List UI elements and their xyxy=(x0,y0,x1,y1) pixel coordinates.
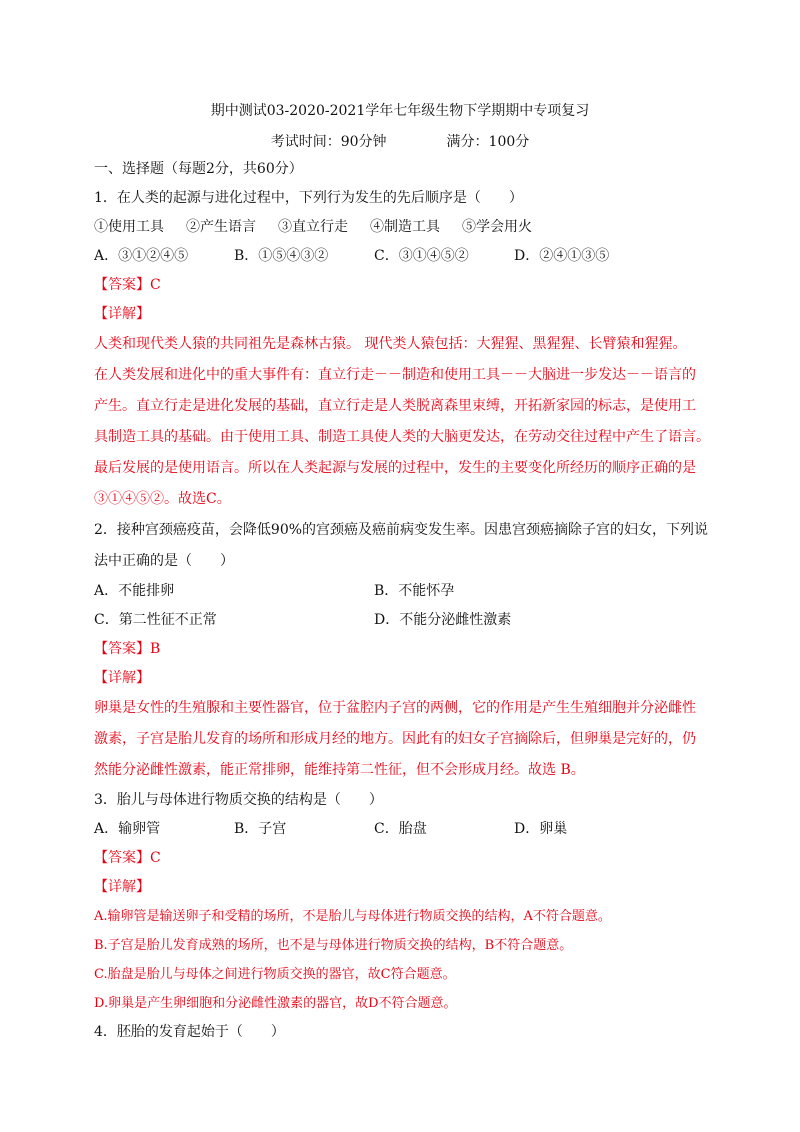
q2-option-c: C．第二性征不正常 xyxy=(94,612,217,628)
q1-items xyxy=(94,213,714,242)
q2-options-row xyxy=(94,606,714,635)
q2-stem-line: 2．接种宫颈癌疫苗，会降低90%的宫颈癌及癌前病变发生率。因患宫颈癌摘除子宫的妇女，下列说 xyxy=(94,522,709,538)
q1-option-a: A．③①②④⑤ xyxy=(94,248,189,264)
section-heading: 一、选择题（每题2分，共60分） xyxy=(94,161,303,177)
exam-meta xyxy=(0,131,800,151)
q1-detail-label: 【详解】 xyxy=(94,306,150,322)
q2-detail-label: 【详解】 xyxy=(94,670,150,686)
full-score: 满分：100分 xyxy=(446,134,530,150)
page-title: 期中测试03-2020-2021学年七年级生物下学期期中专项复习 xyxy=(210,103,590,119)
q1-options xyxy=(94,242,714,271)
q1-item: ①使用工具 xyxy=(94,219,164,235)
q3-detail-line: D.卵巢是产生卵细胞和分泌雌性激素的器官，故D不符合题意。 xyxy=(94,996,457,1011)
q3-detail-line: B.子宫是胎儿发育成熟的场所，也不是与母体进行物质交换的结构，B不符合题意。 xyxy=(94,938,573,953)
q1-option-c: C．③①④⑤② xyxy=(374,248,469,264)
q1-item: ②产生语言 xyxy=(186,219,256,235)
q1-detail-line: 具制造工具的基础。由于使用工具、制造工具使人类的大脑更发达，在劳动交往过程中产生了语言。 xyxy=(94,429,710,445)
exam-time: 考试时间：90分钟 xyxy=(270,134,387,150)
question-content xyxy=(94,155,714,1047)
q2-option-d: D．不能分泌雌性激素 xyxy=(374,612,512,628)
q4-stem: 4．胚胎的发育起始于（ ） xyxy=(94,1024,285,1040)
q3-options xyxy=(94,815,714,844)
q3-answer: 【答案】C xyxy=(94,850,161,866)
q1-option-d: D．②④①③⑤ xyxy=(514,248,610,264)
q2-options-row xyxy=(94,577,714,606)
q1-detail-line: 在人类发展和进化中的重大事件有：直立行走－－制造和使用工具－－大脑进一步发达－－语言的 xyxy=(94,367,696,383)
q1-detail-line: ③①④⑤②。故选C。 xyxy=(94,491,231,507)
q3-option-b: B．子宫 xyxy=(234,821,287,837)
q3-detail-line: C.胎盘是胎儿与母体之间进行物质交换的器官，故C符合题意。 xyxy=(94,967,456,982)
q1-detail-line: 产生。直立行走是进化发展的基础，直立行走是人类脱离森里束缚，开拓新家园的标志，是使用工 xyxy=(94,398,696,414)
q1-option-b: B．①⑤④③② xyxy=(234,248,329,264)
q3-stem: 3．胎儿与母体进行物质交换的结构是（ ） xyxy=(94,792,383,808)
q2-answer: 【答案】B xyxy=(94,641,161,657)
q3-detail-line: A.输卵管是输送卵子和受精的场所，不是胎儿与母体进行物质交换的结构，A不符合题意。 xyxy=(94,909,611,924)
q2-stem-line: 法中正确的是（ ） xyxy=(94,553,234,569)
q3-option-a: A．输卵管 xyxy=(94,821,161,837)
q2-option-a: A．不能排卵 xyxy=(94,583,175,599)
q1-detail-line: 最后发展的是使用语言。所以在人类起源与发展的过程中，发生的主要变化所经历的顺序正确的是 xyxy=(94,460,696,476)
q1-item: ③直立行走 xyxy=(278,219,348,235)
q3-option-d: D．卵巢 xyxy=(514,821,568,837)
q2-option-b: B．不能怀孕 xyxy=(374,583,455,599)
q1-detail-line: 人类和现代类人猿的共同祖先是森林古猿。 现代类人猿包括：大猩猩、黑猩猩、长臂猿和猩猩。 xyxy=(94,336,687,352)
q1-stem: 1．在人类的起源与进化过程中，下列行为发生的先后顺序是（ ） xyxy=(94,190,523,206)
q3-detail-label: 【详解】 xyxy=(94,879,150,895)
q2-detail-line: 然能分泌雌性激素，能正常排卵，能维持第二性征，但不会形成月经。故选 B。 xyxy=(94,762,585,778)
q1-item: ④制造工具 xyxy=(370,219,440,235)
q1-answer: 【答案】C xyxy=(94,277,161,293)
q2-detail-line: 卵巢是女性的生殖腺和主要性器官，位于盆腔内子宫的两侧，它的作用是产生生殖细胞并分泌雌性 xyxy=(94,700,696,716)
q3-option-c: C．胎盘 xyxy=(374,821,427,837)
q1-item: ⑤学会用火 xyxy=(462,219,532,235)
q2-detail-line: 激素，子宫是胎儿发育的场所和形成月经的地方。因此有的妇女子宫摘除后，但卵巢是完好的，仍 xyxy=(94,731,696,747)
